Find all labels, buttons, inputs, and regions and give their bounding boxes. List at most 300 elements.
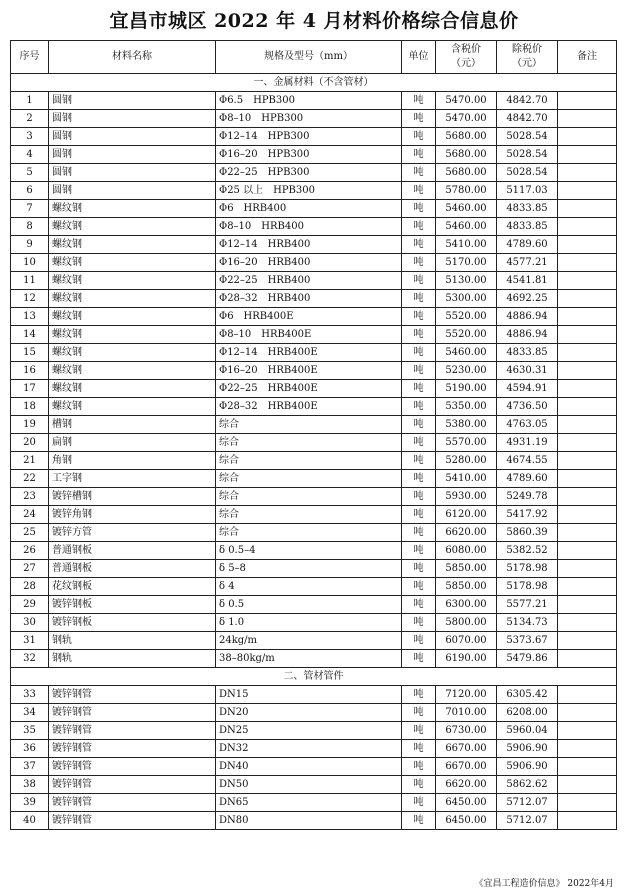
cell-ex-tax-price: 5382.52 bbox=[497, 542, 558, 560]
cell-remark bbox=[558, 452, 617, 470]
cell-ex-tax-price: 5712.07 bbox=[497, 794, 558, 812]
cell-remark bbox=[558, 146, 617, 164]
cell-seq: 37 bbox=[11, 758, 49, 776]
table-header-row bbox=[11, 41, 617, 74]
cell-ex-tax-price: 4789.60 bbox=[497, 236, 558, 254]
cell-material-name: 螺纹钢 bbox=[49, 326, 216, 344]
table-row bbox=[11, 380, 617, 398]
cell-unit: 吨 bbox=[402, 290, 436, 308]
cell-remark bbox=[558, 110, 617, 128]
table-row bbox=[11, 794, 617, 812]
cell-material-name: 工字钢 bbox=[49, 470, 216, 488]
table-row bbox=[11, 740, 617, 758]
cell-remark bbox=[558, 236, 617, 254]
cell-ex-tax-price: 4842.70 bbox=[497, 92, 558, 110]
cell-ex-tax-price: 4577.21 bbox=[497, 254, 558, 272]
cell-seq: 24 bbox=[11, 506, 49, 524]
cell-unit: 吨 bbox=[402, 380, 436, 398]
cell-seq: 26 bbox=[11, 542, 49, 560]
cell-remark bbox=[558, 650, 617, 668]
cell-seq: 14 bbox=[11, 326, 49, 344]
cell-remark bbox=[558, 308, 617, 326]
table-row bbox=[11, 218, 617, 236]
cell-ex-tax-price: 5417.92 bbox=[497, 506, 558, 524]
cell-material-name: 镀锌钢管 bbox=[49, 722, 216, 740]
cell-spec: Φ22–25 HPB300 bbox=[216, 164, 402, 182]
cell-tax-price: 5350.00 bbox=[436, 398, 497, 416]
header-spec: 规格及型号（mm） bbox=[216, 41, 402, 74]
cell-unit: 吨 bbox=[402, 164, 436, 182]
cell-unit: 吨 bbox=[402, 200, 436, 218]
cell-ex-tax-price: 4736.50 bbox=[497, 398, 558, 416]
cell-material-name: 镀锌钢管 bbox=[49, 776, 216, 794]
cell-material-name: 圆钢 bbox=[49, 164, 216, 182]
cell-seq: 7 bbox=[11, 200, 49, 218]
cell-ex-tax-price: 5249.78 bbox=[497, 488, 558, 506]
cell-spec: Φ25 以上 HPB300 bbox=[216, 182, 402, 200]
cell-material-name: 镀锌钢管 bbox=[49, 686, 216, 704]
cell-material-name: 螺纹钢 bbox=[49, 362, 216, 380]
cell-spec: Φ12–14 HRB400E bbox=[216, 344, 402, 362]
cell-seq: 39 bbox=[11, 794, 49, 812]
cell-seq: 15 bbox=[11, 344, 49, 362]
cell-ex-tax-price: 5373.67 bbox=[497, 632, 558, 650]
cell-remark bbox=[558, 470, 617, 488]
cell-remark bbox=[558, 740, 617, 758]
cell-ex-tax-price: 4692.25 bbox=[497, 290, 558, 308]
section-header-row bbox=[11, 74, 617, 92]
cell-remark bbox=[558, 614, 617, 632]
cell-remark bbox=[558, 506, 617, 524]
cell-material-name: 螺纹钢 bbox=[49, 272, 216, 290]
cell-unit: 吨 bbox=[402, 434, 436, 452]
cell-remark bbox=[558, 596, 617, 614]
cell-spec: Φ22–25 HRB400E bbox=[216, 380, 402, 398]
cell-ex-tax-price: 5028.54 bbox=[497, 146, 558, 164]
cell-remark bbox=[558, 398, 617, 416]
cell-spec: Φ8–10 HRB400E bbox=[216, 326, 402, 344]
header-tax-price: 含税价 （元） bbox=[436, 41, 497, 74]
cell-material-name: 镀锌钢板 bbox=[49, 596, 216, 614]
cell-remark bbox=[558, 416, 617, 434]
cell-tax-price: 5570.00 bbox=[436, 434, 497, 452]
cell-ex-tax-price: 5862.62 bbox=[497, 776, 558, 794]
cell-spec: Φ6 HRB400 bbox=[216, 200, 402, 218]
cell-remark bbox=[558, 632, 617, 650]
cell-unit: 吨 bbox=[402, 326, 436, 344]
table-row bbox=[11, 416, 617, 434]
cell-tax-price: 5230.00 bbox=[436, 362, 497, 380]
cell-ex-tax-price: 5178.98 bbox=[497, 560, 558, 578]
cell-seq: 23 bbox=[11, 488, 49, 506]
cell-spec: Φ28–32 HRB400E bbox=[216, 398, 402, 416]
cell-seq: 27 bbox=[11, 560, 49, 578]
cell-seq: 17 bbox=[11, 380, 49, 398]
cell-material-name: 镀锌钢管 bbox=[49, 704, 216, 722]
cell-remark bbox=[558, 254, 617, 272]
cell-unit: 吨 bbox=[402, 632, 436, 650]
table-row bbox=[11, 362, 617, 380]
table-row bbox=[11, 488, 617, 506]
cell-seq: 1 bbox=[11, 92, 49, 110]
cell-unit: 吨 bbox=[402, 218, 436, 236]
table-row bbox=[11, 650, 617, 668]
cell-remark bbox=[558, 128, 617, 146]
table-row bbox=[11, 632, 617, 650]
cell-tax-price: 5190.00 bbox=[436, 380, 497, 398]
cell-seq: 25 bbox=[11, 524, 49, 542]
cell-seq: 34 bbox=[11, 704, 49, 722]
cell-spec: 综合 bbox=[216, 524, 402, 542]
cell-unit: 吨 bbox=[402, 488, 436, 506]
cell-seq: 3 bbox=[11, 128, 49, 146]
header-unit: 单位 bbox=[402, 41, 436, 74]
cell-unit: 吨 bbox=[402, 128, 436, 146]
cell-material-name: 镀锌钢管 bbox=[49, 794, 216, 812]
page-title: 宜昌市城区 2022 年 4 月材料价格综合信息价 bbox=[109, 10, 519, 32]
cell-seq: 35 bbox=[11, 722, 49, 740]
cell-spec: 综合 bbox=[216, 452, 402, 470]
cell-remark bbox=[558, 434, 617, 452]
section-title: 二、管材管件 bbox=[11, 668, 617, 686]
cell-remark bbox=[558, 686, 617, 704]
price-table bbox=[10, 40, 617, 830]
cell-unit: 吨 bbox=[402, 524, 436, 542]
header-name: 材料名称 bbox=[49, 41, 216, 74]
cell-unit: 吨 bbox=[402, 650, 436, 668]
cell-material-name: 钢轨 bbox=[49, 632, 216, 650]
cell-spec: δ 1.0 bbox=[216, 614, 402, 632]
cell-tax-price: 7010.00 bbox=[436, 704, 497, 722]
cell-material-name: 镀锌方管 bbox=[49, 524, 216, 542]
cell-ex-tax-price: 5906.90 bbox=[497, 740, 558, 758]
cell-material-name: 圆钢 bbox=[49, 146, 216, 164]
section-header-row bbox=[11, 668, 617, 686]
cell-seq: 32 bbox=[11, 650, 49, 668]
cell-unit: 吨 bbox=[402, 254, 436, 272]
cell-seq: 13 bbox=[11, 308, 49, 326]
cell-unit: 吨 bbox=[402, 794, 436, 812]
footer-source: 《宜昌工程造价信息》 2022年4月 bbox=[474, 879, 614, 889]
cell-tax-price: 5850.00 bbox=[436, 578, 497, 596]
table-row bbox=[11, 164, 617, 182]
cell-ex-tax-price: 5028.54 bbox=[497, 128, 558, 146]
cell-material-name: 花纹钢板 bbox=[49, 578, 216, 596]
cell-ex-tax-price: 5577.21 bbox=[497, 596, 558, 614]
cell-ex-tax-price: 5860.39 bbox=[497, 524, 558, 542]
cell-seq: 28 bbox=[11, 578, 49, 596]
cell-remark bbox=[558, 362, 617, 380]
cell-material-name: 镀锌钢管 bbox=[49, 812, 216, 830]
cell-tax-price: 6670.00 bbox=[436, 740, 497, 758]
cell-seq: 6 bbox=[11, 182, 49, 200]
cell-unit: 吨 bbox=[402, 272, 436, 290]
cell-tax-price: 5170.00 bbox=[436, 254, 497, 272]
cell-tax-price: 5520.00 bbox=[436, 326, 497, 344]
cell-seq: 5 bbox=[11, 164, 49, 182]
cell-material-name: 螺纹钢 bbox=[49, 308, 216, 326]
cell-material-name: 镀锌角钢 bbox=[49, 506, 216, 524]
cell-ex-tax-price: 4842.70 bbox=[497, 110, 558, 128]
cell-unit: 吨 bbox=[402, 452, 436, 470]
cell-ex-tax-price: 5178.98 bbox=[497, 578, 558, 596]
cell-unit: 吨 bbox=[402, 344, 436, 362]
cell-ex-tax-price: 5479.86 bbox=[497, 650, 558, 668]
table-row bbox=[11, 182, 617, 200]
cell-ex-tax-price: 4763.05 bbox=[497, 416, 558, 434]
cell-tax-price: 6120.00 bbox=[436, 506, 497, 524]
cell-seq: 9 bbox=[11, 236, 49, 254]
cell-remark bbox=[558, 92, 617, 110]
cell-spec: Φ12–14 HRB400 bbox=[216, 236, 402, 254]
table-row bbox=[11, 812, 617, 830]
cell-unit: 吨 bbox=[402, 704, 436, 722]
cell-unit: 吨 bbox=[402, 398, 436, 416]
cell-tax-price: 5520.00 bbox=[436, 308, 497, 326]
cell-remark bbox=[558, 182, 617, 200]
cell-remark bbox=[558, 200, 617, 218]
cell-tax-price: 6300.00 bbox=[436, 596, 497, 614]
cell-material-name: 扁钢 bbox=[49, 434, 216, 452]
cell-seq: 10 bbox=[11, 254, 49, 272]
cell-seq: 40 bbox=[11, 812, 49, 830]
cell-tax-price: 5470.00 bbox=[436, 92, 497, 110]
cell-tax-price: 5800.00 bbox=[436, 614, 497, 632]
section-title: 一、金属材料（不含管材） bbox=[11, 74, 617, 92]
cell-unit: 吨 bbox=[402, 596, 436, 614]
cell-unit: 吨 bbox=[402, 614, 436, 632]
table-row bbox=[11, 686, 617, 704]
cell-spec: DN25 bbox=[216, 722, 402, 740]
table-row bbox=[11, 470, 617, 488]
table-row bbox=[11, 128, 617, 146]
cell-remark bbox=[558, 560, 617, 578]
cell-tax-price: 5280.00 bbox=[436, 452, 497, 470]
cell-seq: 29 bbox=[11, 596, 49, 614]
cell-seq: 2 bbox=[11, 110, 49, 128]
cell-ex-tax-price: 4594.91 bbox=[497, 380, 558, 398]
cell-tax-price: 5380.00 bbox=[436, 416, 497, 434]
cell-spec: Φ16–20 HRB400E bbox=[216, 362, 402, 380]
cell-seq: 8 bbox=[11, 218, 49, 236]
cell-unit: 吨 bbox=[402, 812, 436, 830]
cell-ex-tax-price: 5906.90 bbox=[497, 758, 558, 776]
cell-material-name: 螺纹钢 bbox=[49, 236, 216, 254]
cell-spec: δ 0.5–4 bbox=[216, 542, 402, 560]
cell-spec: 24kg/m bbox=[216, 632, 402, 650]
table-row bbox=[11, 560, 617, 578]
cell-tax-price: 6080.00 bbox=[436, 542, 497, 560]
cell-material-name: 螺纹钢 bbox=[49, 398, 216, 416]
table-body bbox=[11, 74, 617, 830]
cell-unit: 吨 bbox=[402, 722, 436, 740]
cell-seq: 36 bbox=[11, 740, 49, 758]
cell-unit: 吨 bbox=[402, 776, 436, 794]
cell-tax-price: 6620.00 bbox=[436, 524, 497, 542]
cell-spec: 综合 bbox=[216, 470, 402, 488]
cell-spec: DN32 bbox=[216, 740, 402, 758]
cell-ex-tax-price: 6305.42 bbox=[497, 686, 558, 704]
cell-spec: 综合 bbox=[216, 488, 402, 506]
cell-remark bbox=[558, 290, 617, 308]
table-row bbox=[11, 524, 617, 542]
cell-tax-price: 6730.00 bbox=[436, 722, 497, 740]
cell-unit: 吨 bbox=[402, 560, 436, 578]
cell-tax-price: 5460.00 bbox=[436, 218, 497, 236]
cell-seq: 11 bbox=[11, 272, 49, 290]
cell-remark bbox=[558, 704, 617, 722]
cell-tax-price: 5780.00 bbox=[436, 182, 497, 200]
cell-spec: δ 4 bbox=[216, 578, 402, 596]
cell-tax-price: 5680.00 bbox=[436, 146, 497, 164]
cell-material-name: 圆钢 bbox=[49, 182, 216, 200]
cell-remark bbox=[558, 812, 617, 830]
cell-ex-tax-price: 4541.81 bbox=[497, 272, 558, 290]
cell-spec: DN15 bbox=[216, 686, 402, 704]
cell-remark bbox=[558, 758, 617, 776]
table-row bbox=[11, 704, 617, 722]
cell-remark bbox=[558, 164, 617, 182]
cell-spec: Φ16–20 HPB300 bbox=[216, 146, 402, 164]
table-row bbox=[11, 434, 617, 452]
cell-unit: 吨 bbox=[402, 362, 436, 380]
cell-unit: 吨 bbox=[402, 740, 436, 758]
table-row bbox=[11, 254, 617, 272]
cell-ex-tax-price: 5117.03 bbox=[497, 182, 558, 200]
cell-spec: 综合 bbox=[216, 506, 402, 524]
table-row bbox=[11, 452, 617, 470]
cell-spec: 综合 bbox=[216, 434, 402, 452]
cell-tax-price: 5410.00 bbox=[436, 470, 497, 488]
table-row bbox=[11, 110, 617, 128]
cell-tax-price: 5470.00 bbox=[436, 110, 497, 128]
cell-tax-price: 5460.00 bbox=[436, 200, 497, 218]
cell-spec: 38–80kg/m bbox=[216, 650, 402, 668]
cell-tax-price: 6190.00 bbox=[436, 650, 497, 668]
table-row bbox=[11, 272, 617, 290]
cell-unit: 吨 bbox=[402, 686, 436, 704]
cell-ex-tax-price: 4630.31 bbox=[497, 362, 558, 380]
cell-spec: Φ6 HRB400E bbox=[216, 308, 402, 326]
header-seq: 序号 bbox=[11, 41, 49, 74]
cell-unit: 吨 bbox=[402, 470, 436, 488]
cell-spec: DN50 bbox=[216, 776, 402, 794]
cell-tax-price: 6670.00 bbox=[436, 758, 497, 776]
table-row bbox=[11, 506, 617, 524]
cell-ex-tax-price: 5960.04 bbox=[497, 722, 558, 740]
cell-remark bbox=[558, 380, 617, 398]
cell-spec: DN80 bbox=[216, 812, 402, 830]
cell-ex-tax-price: 4833.85 bbox=[497, 200, 558, 218]
cell-tax-price: 5850.00 bbox=[436, 560, 497, 578]
cell-ex-tax-price: 4833.85 bbox=[497, 218, 558, 236]
cell-tax-price: 5680.00 bbox=[436, 164, 497, 182]
cell-seq: 30 bbox=[11, 614, 49, 632]
cell-seq: 4 bbox=[11, 146, 49, 164]
cell-seq: 38 bbox=[11, 776, 49, 794]
cell-spec: DN40 bbox=[216, 758, 402, 776]
cell-spec: δ 0.5 bbox=[216, 596, 402, 614]
cell-ex-tax-price: 4833.85 bbox=[497, 344, 558, 362]
cell-spec: DN20 bbox=[216, 704, 402, 722]
cell-tax-price: 5410.00 bbox=[436, 236, 497, 254]
table-row bbox=[11, 200, 617, 218]
cell-seq: 19 bbox=[11, 416, 49, 434]
cell-remark bbox=[558, 722, 617, 740]
table-row bbox=[11, 758, 617, 776]
cell-spec: Φ16–20 HRB400 bbox=[216, 254, 402, 272]
cell-seq: 20 bbox=[11, 434, 49, 452]
cell-remark bbox=[558, 218, 617, 236]
cell-ex-tax-price: 5712.07 bbox=[497, 812, 558, 830]
cell-material-name: 圆钢 bbox=[49, 110, 216, 128]
cell-unit: 吨 bbox=[402, 92, 436, 110]
cell-material-name: 螺纹钢 bbox=[49, 344, 216, 362]
cell-remark bbox=[558, 326, 617, 344]
cell-tax-price: 5300.00 bbox=[436, 290, 497, 308]
table-row bbox=[11, 308, 617, 326]
table-row bbox=[11, 92, 617, 110]
cell-material-name: 槽钢 bbox=[49, 416, 216, 434]
cell-remark bbox=[558, 524, 617, 542]
cell-material-name: 镀锌钢板 bbox=[49, 614, 216, 632]
table-row bbox=[11, 596, 617, 614]
cell-material-name: 镀锌钢管 bbox=[49, 740, 216, 758]
table-row bbox=[11, 722, 617, 740]
cell-material-name: 角钢 bbox=[49, 452, 216, 470]
cell-seq: 22 bbox=[11, 470, 49, 488]
cell-material-name: 镀锌槽钢 bbox=[49, 488, 216, 506]
cell-material-name: 螺纹钢 bbox=[49, 218, 216, 236]
cell-spec: Φ22–25 HRB400 bbox=[216, 272, 402, 290]
cell-unit: 吨 bbox=[402, 308, 436, 326]
cell-material-name: 镀锌钢管 bbox=[49, 758, 216, 776]
cell-ex-tax-price: 5028.54 bbox=[497, 164, 558, 182]
cell-tax-price: 7120.00 bbox=[436, 686, 497, 704]
cell-material-name: 圆钢 bbox=[49, 92, 216, 110]
cell-spec: DN65 bbox=[216, 794, 402, 812]
cell-unit: 吨 bbox=[402, 236, 436, 254]
cell-material-name: 螺纹钢 bbox=[49, 290, 216, 308]
cell-material-name: 螺纹钢 bbox=[49, 254, 216, 272]
cell-ex-tax-price: 4931.19 bbox=[497, 434, 558, 452]
cell-remark bbox=[558, 794, 617, 812]
cell-tax-price: 6450.00 bbox=[436, 794, 497, 812]
cell-unit: 吨 bbox=[402, 506, 436, 524]
cell-spec: Φ8–10 HRB400 bbox=[216, 218, 402, 236]
cell-ex-tax-price: 4674.55 bbox=[497, 452, 558, 470]
cell-material-name: 普通钢板 bbox=[49, 560, 216, 578]
cell-spec: Φ6.5 HPB300 bbox=[216, 92, 402, 110]
cell-unit: 吨 bbox=[402, 578, 436, 596]
cell-remark bbox=[558, 272, 617, 290]
cell-remark bbox=[558, 578, 617, 596]
cell-seq: 33 bbox=[11, 686, 49, 704]
table-row bbox=[11, 398, 617, 416]
cell-tax-price: 6450.00 bbox=[436, 812, 497, 830]
cell-seq: 12 bbox=[11, 290, 49, 308]
cell-remark bbox=[558, 344, 617, 362]
cell-tax-price: 5680.00 bbox=[436, 128, 497, 146]
cell-ex-tax-price: 4886.94 bbox=[497, 326, 558, 344]
table-row bbox=[11, 776, 617, 794]
table-row bbox=[11, 326, 617, 344]
cell-material-name: 钢轨 bbox=[49, 650, 216, 668]
cell-ex-tax-price: 6208.00 bbox=[497, 704, 558, 722]
cell-material-name: 螺纹钢 bbox=[49, 380, 216, 398]
cell-remark bbox=[558, 488, 617, 506]
cell-spec: Φ8–10 HPB300 bbox=[216, 110, 402, 128]
